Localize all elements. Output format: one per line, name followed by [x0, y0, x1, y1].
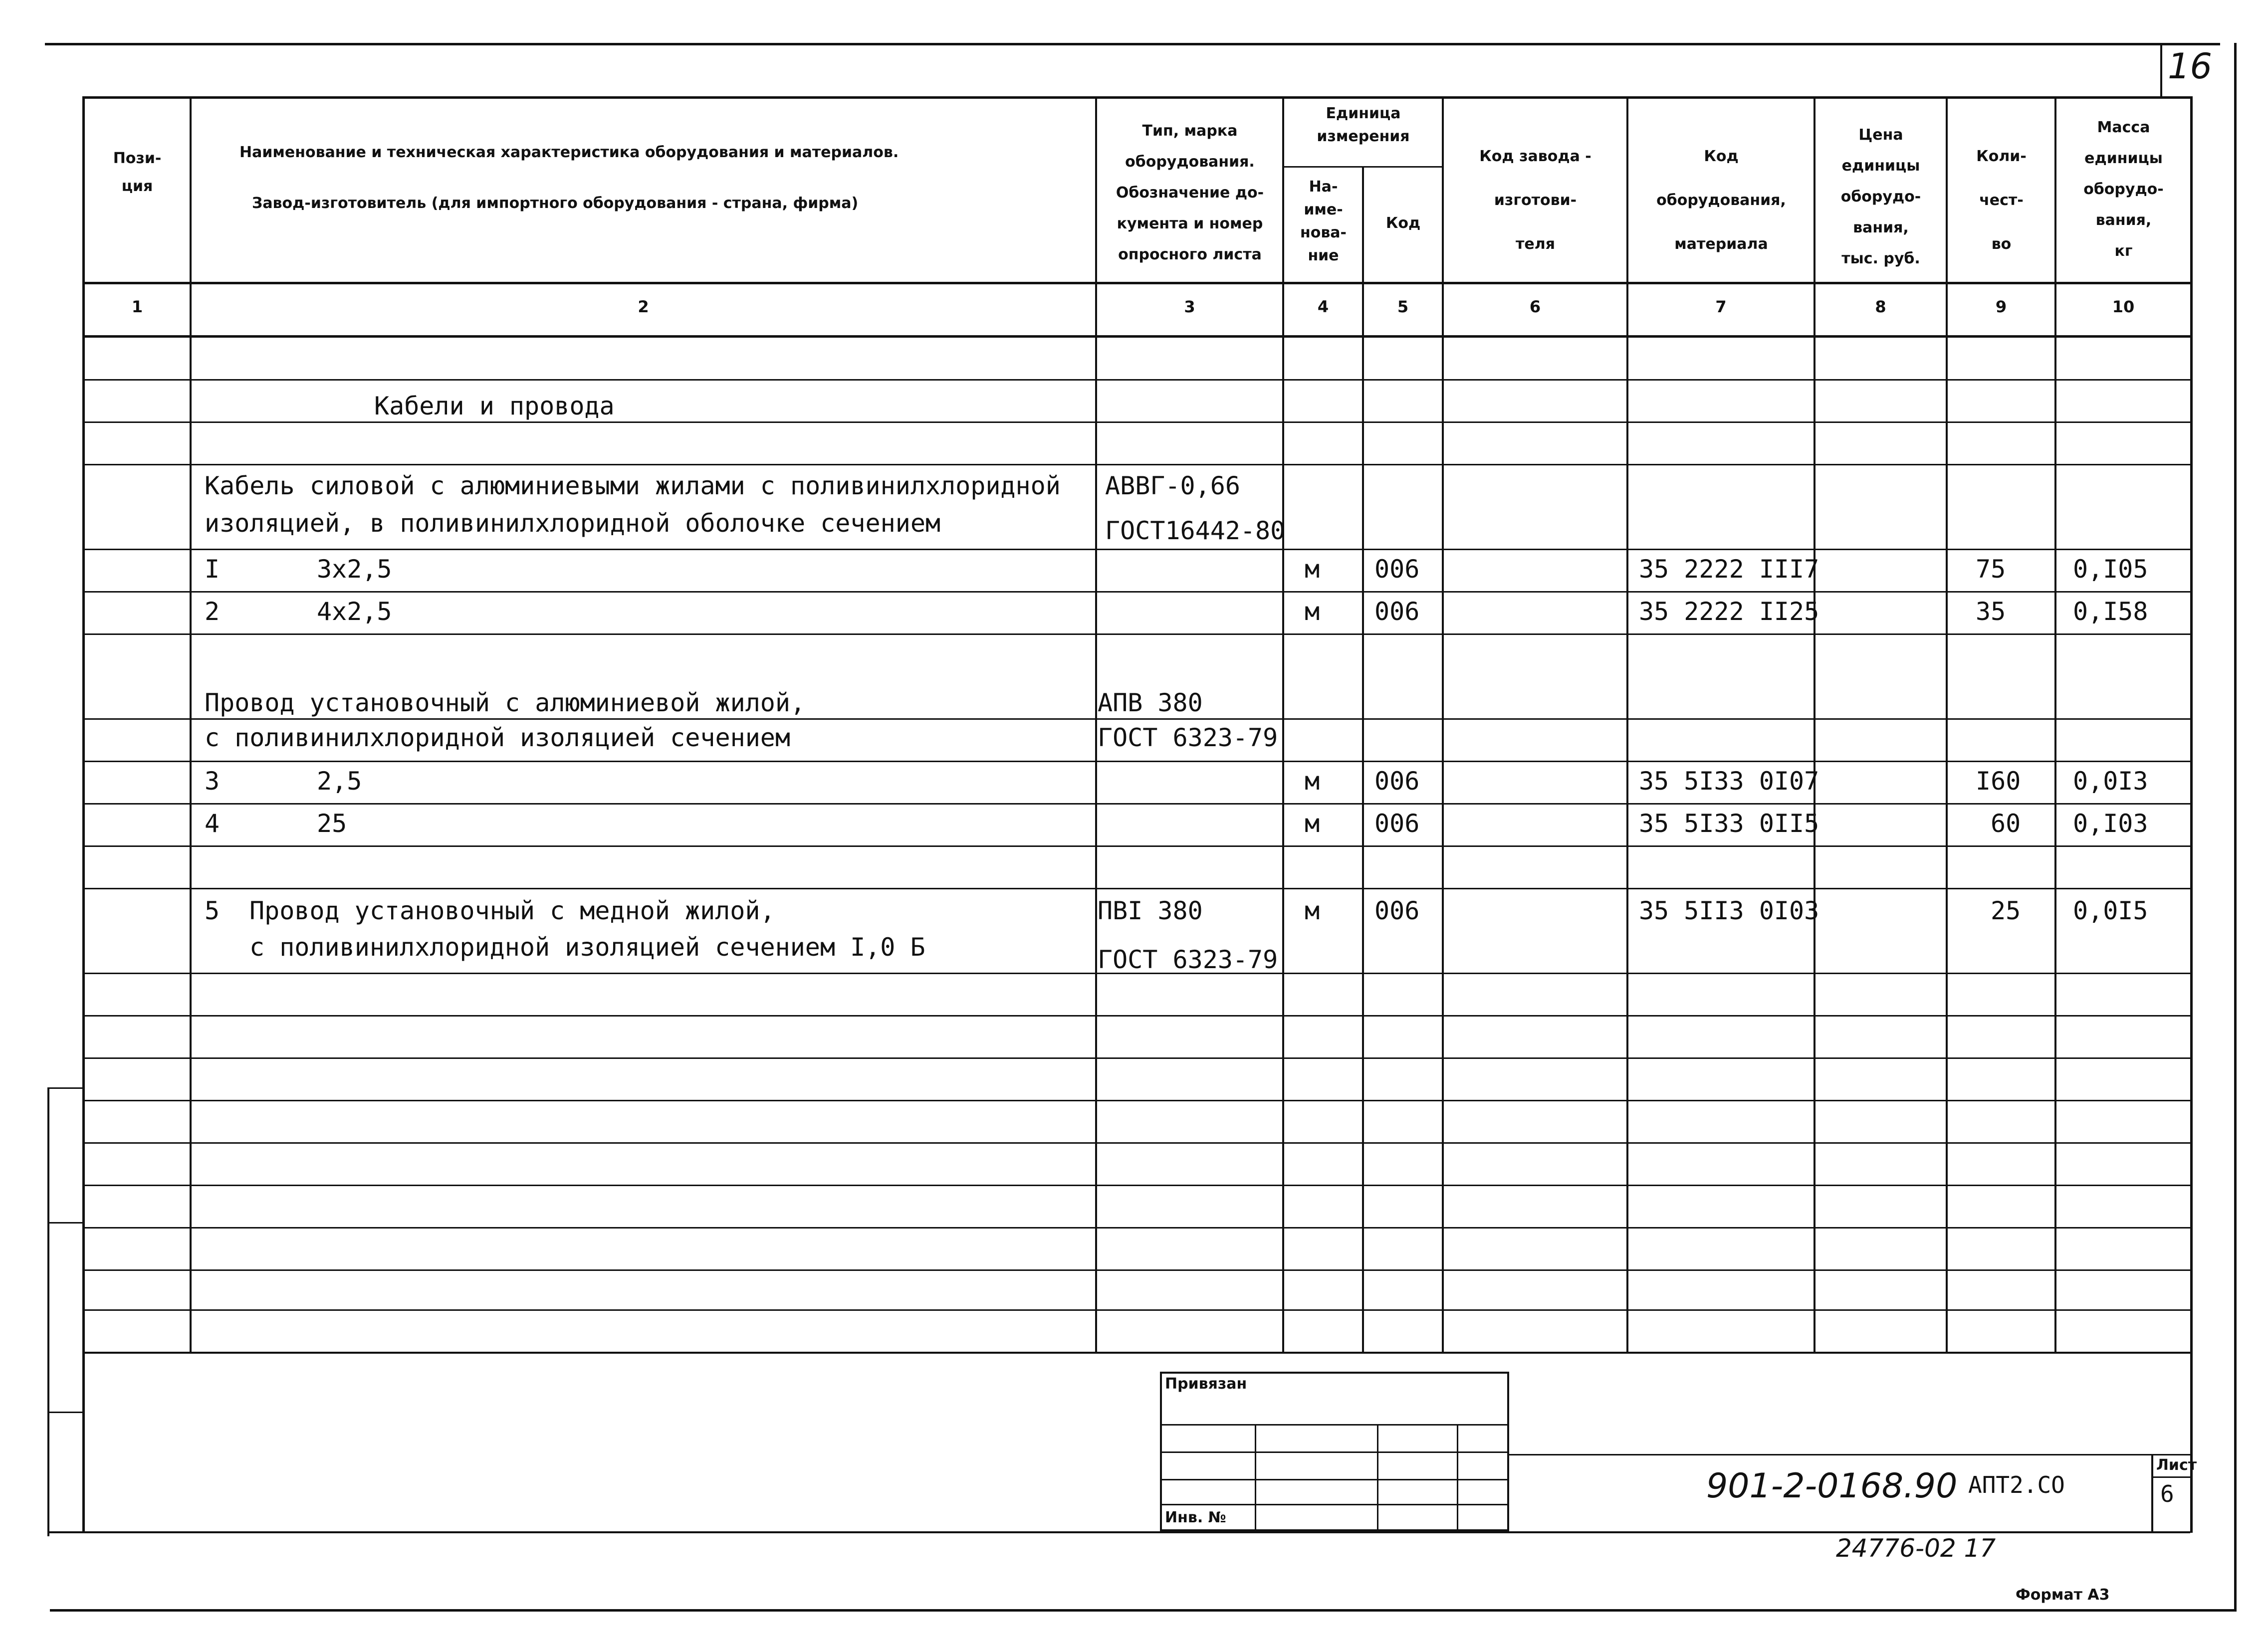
row-line: [82, 1015, 2190, 1017]
item-quantity: 35: [1976, 597, 2006, 626]
item-unit: м: [1305, 809, 1320, 838]
header-unit-group: Единица измерения: [1317, 105, 1410, 145]
item-quantity: 60: [1991, 809, 2021, 838]
side-strip-mid: [47, 1222, 85, 1224]
column-number: 3: [1184, 297, 1195, 316]
column-number: 1: [131, 297, 143, 316]
tied-stamp-col: [1457, 1424, 1458, 1531]
item-equipment-code: 35 5I33 0I07: [1639, 767, 1819, 796]
col-line-3: [1282, 96, 1284, 1353]
col-line-5: [1442, 96, 1444, 1353]
item-size: 4x2,5: [317, 597, 392, 626]
row-line: [82, 888, 2190, 889]
item-position: I: [205, 555, 220, 584]
tied-stamp-col: [1377, 1424, 1378, 1531]
column-number: 5: [1397, 297, 1409, 316]
item-quantity: 25: [1991, 896, 2021, 925]
side-strip-mid2: [47, 1412, 85, 1413]
numbers-bottom-line: [82, 335, 2190, 338]
column-number: 4: [1317, 297, 1329, 316]
col-line-7: [1814, 96, 1815, 1353]
table-bottom-line: [82, 1352, 2190, 1354]
column-number: 6: [1529, 297, 1541, 316]
column-number: 10: [2112, 297, 2135, 316]
item-size: 25: [317, 809, 347, 838]
header-factory-code: Код завода - изготови- теля: [1479, 148, 1591, 253]
tied-label: Привязан: [1165, 1375, 1247, 1393]
item-equipment-code: 35 5I33 0II5: [1639, 809, 1819, 838]
item-unit-code: 006: [1374, 809, 1420, 838]
item-mass: 0,I58: [2073, 597, 2148, 626]
header-name-line2: Завод-изготовитель (для импортного оборудования - страна, фирма): [252, 195, 859, 212]
row-line: [82, 845, 2190, 847]
group3-description-line1: Провод установочный с медной жилой,: [249, 896, 775, 925]
header-top-line: [82, 96, 2190, 99]
row-line: [82, 464, 2190, 465]
header-unit-name: На- име- нова- ние: [1300, 178, 1347, 264]
group2-description-line2: с поливинилхлоридной изоляцией сечением: [205, 723, 790, 752]
bottom-border-line: [50, 1609, 2237, 1612]
group3-type: ПВI 380: [1098, 896, 1203, 925]
row-line: [82, 803, 2190, 805]
item-unit-code: 006: [1374, 597, 1420, 626]
group1-type: АВВГ-0,66: [1105, 471, 1240, 500]
item-unit-code: 006: [1374, 767, 1420, 796]
sheet-label: Лист: [2156, 1456, 2197, 1474]
document-number: 901-2-0168.90: [1706, 1466, 1958, 1506]
column-number: 8: [1875, 297, 1886, 316]
group2-description-line1: Провод установочный с алюминиевой жилой,: [205, 688, 806, 717]
format-label: Формат А3: [2016, 1586, 2110, 1604]
group3-description-line2: с поливинилхлоридной изоляцией сечением I,0 Б: [249, 933, 925, 962]
row-line: [82, 1269, 2190, 1271]
sheet-box-left: [2151, 1454, 2153, 1531]
header-unit-code: Код: [1385, 214, 1421, 232]
item-mass: 0,I05: [2073, 555, 2148, 584]
item-quantity: I60: [1976, 767, 2021, 796]
header-position: Пози- ция: [113, 150, 162, 195]
group2-gost: ГОСТ 6323-79: [1098, 723, 1278, 752]
document-code: АПТ2.СО: [1968, 1471, 2065, 1498]
row-line: [82, 1227, 2190, 1229]
title-block-line: [1509, 1454, 2190, 1455]
bottom-stamp-line: [47, 1531, 2190, 1533]
item-mass: 0,0I3: [2073, 767, 2148, 796]
item-position: 3: [205, 767, 220, 796]
row-line: [82, 1185, 2190, 1186]
header-equipment-code: Код оборудования, материала: [1656, 148, 1786, 253]
row-line: [82, 633, 2190, 635]
item-equipment-code: 35 2222 III7: [1639, 555, 1819, 584]
row-line: [82, 1057, 2190, 1059]
item-size: 2,5: [317, 767, 362, 796]
group3-gost: ГОСТ 6323-79: [1098, 945, 1278, 974]
archive-number: 24776-02 17: [1836, 1534, 1996, 1563]
column-number: 7: [1715, 297, 1727, 316]
item-size: 3x2,5: [317, 555, 392, 584]
item-unit: м: [1305, 555, 1320, 584]
row-line: [82, 1309, 2190, 1311]
row-line: [82, 761, 2190, 762]
item-equipment-code: 35 5II3 0I03: [1639, 896, 1819, 925]
table-right-line: [2190, 96, 2193, 1533]
row-line: [82, 591, 2190, 593]
col-line-4: [1362, 166, 1364, 1353]
col-line-1: [190, 96, 192, 1353]
col-line-2: [1095, 96, 1097, 1353]
item-unit-code: 006: [1374, 896, 1420, 925]
header-price: Цена единицы оборудо- вания, тыс. руб.: [1840, 126, 1921, 267]
row-line: [82, 549, 2190, 550]
header-mass: Масса единицы оборудо- вания, кг: [2083, 119, 2164, 260]
section-title: Кабели и провода: [374, 392, 615, 420]
item-position: 2: [205, 597, 220, 626]
side-strip-top: [47, 1087, 85, 1089]
item-unit: м: [1305, 896, 1320, 925]
item-unit: м: [1305, 597, 1320, 626]
item-unit-code: 006: [1374, 555, 1420, 584]
group1-gost: ГОСТ16442-80: [1105, 516, 1286, 545]
row-line: [82, 421, 2190, 423]
sheet-box-divider: [2151, 1476, 2190, 1478]
item-mass: 0,I03: [2073, 809, 2148, 838]
row-line: [82, 379, 2190, 381]
inventory-label: Инв. №: [1165, 1509, 1226, 1526]
top-border-line: [45, 43, 2220, 45]
item-mass: 0,0I5: [2073, 896, 2148, 925]
group1-description-line1: Кабель силовой с алюминиевыми жилами с поливинилхлоридной: [205, 471, 1061, 500]
item-unit: м: [1305, 767, 1320, 796]
col-line-6: [1626, 96, 1628, 1353]
col-line-9: [2054, 96, 2056, 1353]
header-type: Тип, марка оборудования. Обозначение до- кумента и номер опросного листа: [1116, 122, 1264, 263]
column-number: 9: [1995, 297, 2007, 316]
column-number: 2: [638, 297, 649, 316]
header-name-line1: Наименование и техническая характеристика оборудования и материалов.: [239, 144, 899, 161]
item-position: 4: [205, 809, 220, 838]
tied-stamp-col: [1255, 1424, 1256, 1531]
group1-description-line2: изоляцией, в поливинилхлоридной оболочке сечением: [205, 509, 941, 538]
corner-box-left: [2160, 43, 2162, 98]
corner-sheet-number: 16: [2168, 46, 2213, 87]
header-bottom-line: [82, 282, 2190, 284]
item-quantity: 75: [1976, 555, 2006, 584]
item-position: 5: [205, 896, 220, 925]
right-border-line: [2234, 43, 2237, 1609]
group2-type: АПВ 380: [1098, 688, 1203, 717]
row-line: [82, 1142, 2190, 1144]
row-line: [82, 718, 2190, 720]
col-line-8: [1946, 96, 1948, 1353]
item-equipment-code: 35 2222 II25: [1639, 597, 1819, 626]
row-line: [82, 1100, 2190, 1101]
sheet-value: 6: [2160, 1480, 2174, 1507]
side-strip-line: [47, 1087, 49, 1536]
header-quantity: Коли- чест- во: [1976, 148, 2027, 253]
